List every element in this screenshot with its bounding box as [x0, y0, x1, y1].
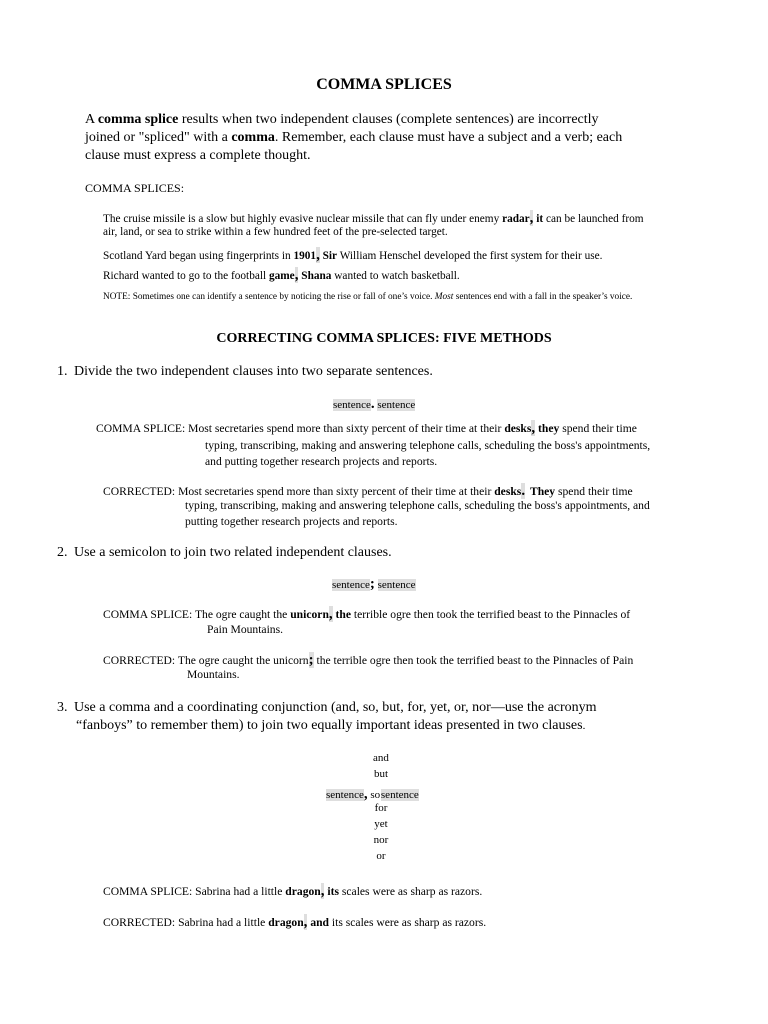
example-3: Richard wanted to go to the football game, Shana wanted to watch basketball. — [103, 267, 460, 283]
page-title: COMMA SPLICES — [316, 76, 452, 93]
comma-highlight: , — [531, 420, 536, 436]
method-3-splice: COMMA SPLICE: Sabrina had a little dragon, its scales were as sharp as razors. — [103, 883, 483, 899]
conjunction-nor: nor — [373, 834, 389, 846]
method-1-corrected-line-3: putting together research projects and reports. — [185, 515, 398, 528]
conjunction-or: or — [376, 850, 386, 862]
term-comma-splice: comma splice — [97, 112, 179, 127]
method-3-text-line-2: “fanboys” to remember them) to join two equally important ideas presented in two clauses. — [76, 718, 586, 733]
comma-highlight: , — [529, 210, 534, 226]
example-1-line-2: air, land, or sea to strike within a few hundred feet of the pre-selected target. — [103, 226, 448, 238]
comma-highlight: , — [303, 914, 308, 930]
conjunction-for: for — [374, 802, 388, 814]
comma-highlight: , — [316, 247, 320, 263]
comma-highlight: , — [294, 267, 299, 283]
method-2-splice-line-2: Pain Mountains. — [207, 623, 284, 636]
method-1-splice-line-3: and putting together research projects and reports. — [205, 455, 438, 468]
comma-highlight: , — [328, 606, 333, 622]
method-2-splice-line-1: COMMA SPLICE: The ogre caught the unicorn, the terrible ogre then took the terrified beast to the Pinnacles of — [103, 606, 631, 622]
method-2-text: 2. Use a semicolon to join two related independent clauses. — [57, 545, 392, 560]
method-2-corrected-line-2: Mountains. — [187, 668, 240, 681]
example-1-line-1: The cruise missile is a slow but highly evasive nuclear missile that can fly under enemy radar, it can be launched from — [103, 210, 644, 226]
examples-heading: COMMA SPLICES: — [85, 181, 185, 195]
method-1-text: 1. Divide the two independent clauses into two separate sentences. — [57, 364, 433, 379]
method-2-diagram: sentence; sentence — [332, 576, 416, 592]
term-comma: comma — [231, 130, 275, 145]
intro-line-3: clause must express a complete thought. — [85, 148, 311, 163]
note: NOTE: Sometimes one can identify a sentence by noticing the rise or fall of one’s voice. Most sentences end with a fall in the speaker’s voice. — [103, 292, 633, 302]
semicolon-highlight: ; — [308, 652, 314, 668]
method-1-diagram: sentence. sentence — [333, 396, 416, 412]
methods-heading: CORRECTING COMMA SPLICES: FIVE METHODS — [216, 331, 552, 346]
conjunction-but: but — [373, 768, 389, 780]
conjunction-and: and — [373, 752, 389, 764]
method-1-corrected-line-2: typing, transcribing, making and answering telephone calls, scheduling the boss's appointments, and — [185, 499, 650, 512]
period-highlight: . — [521, 483, 526, 499]
intro-line-1: A comma splice results when two independent clauses (complete sentences) are incorrectly — [85, 112, 599, 127]
method-2-corrected-line-1: CORRECTED: The ogre caught the unicorn; the terrible ogre then took the terrified beast to the Pinnacles of Pain — [103, 652, 634, 668]
method-1-corrected-line-1: CORRECTED: Most secretaries spend more than sixty percent of their time at their desks. They spend their time — [103, 483, 633, 499]
method-3-corrected: CORRECTED: Sabrina had a little dragon, and its scales were as sharp as razors. — [103, 914, 487, 930]
method-1-splice-line-2: typing, transcribing, making and answering telephone calls, scheduling the boss's appointments, — [205, 439, 651, 452]
comma-highlight: , — [320, 883, 325, 899]
method-1-splice-line-1: COMMA SPLICE: Most secretaries spend more than sixty percent of their time at their desks, they spend their time — [96, 420, 637, 436]
method-3-text-line-1: 3. Use a comma and a coordinating conjunction (and, so, but, for, yet, or, nor—use the acronym — [57, 700, 597, 715]
method-3-diagram: sentence, so sentence — [326, 786, 419, 802]
conjunction-yet: yet — [374, 818, 388, 830]
example-2: Scotland Yard began using fingerprints in 1901, Sir William Henschel developed the first system for their use. — [103, 247, 603, 263]
intro-line-2: joined or "spliced" with a comma. Remember, each clause must have a subject and a verb; each — [85, 130, 623, 145]
